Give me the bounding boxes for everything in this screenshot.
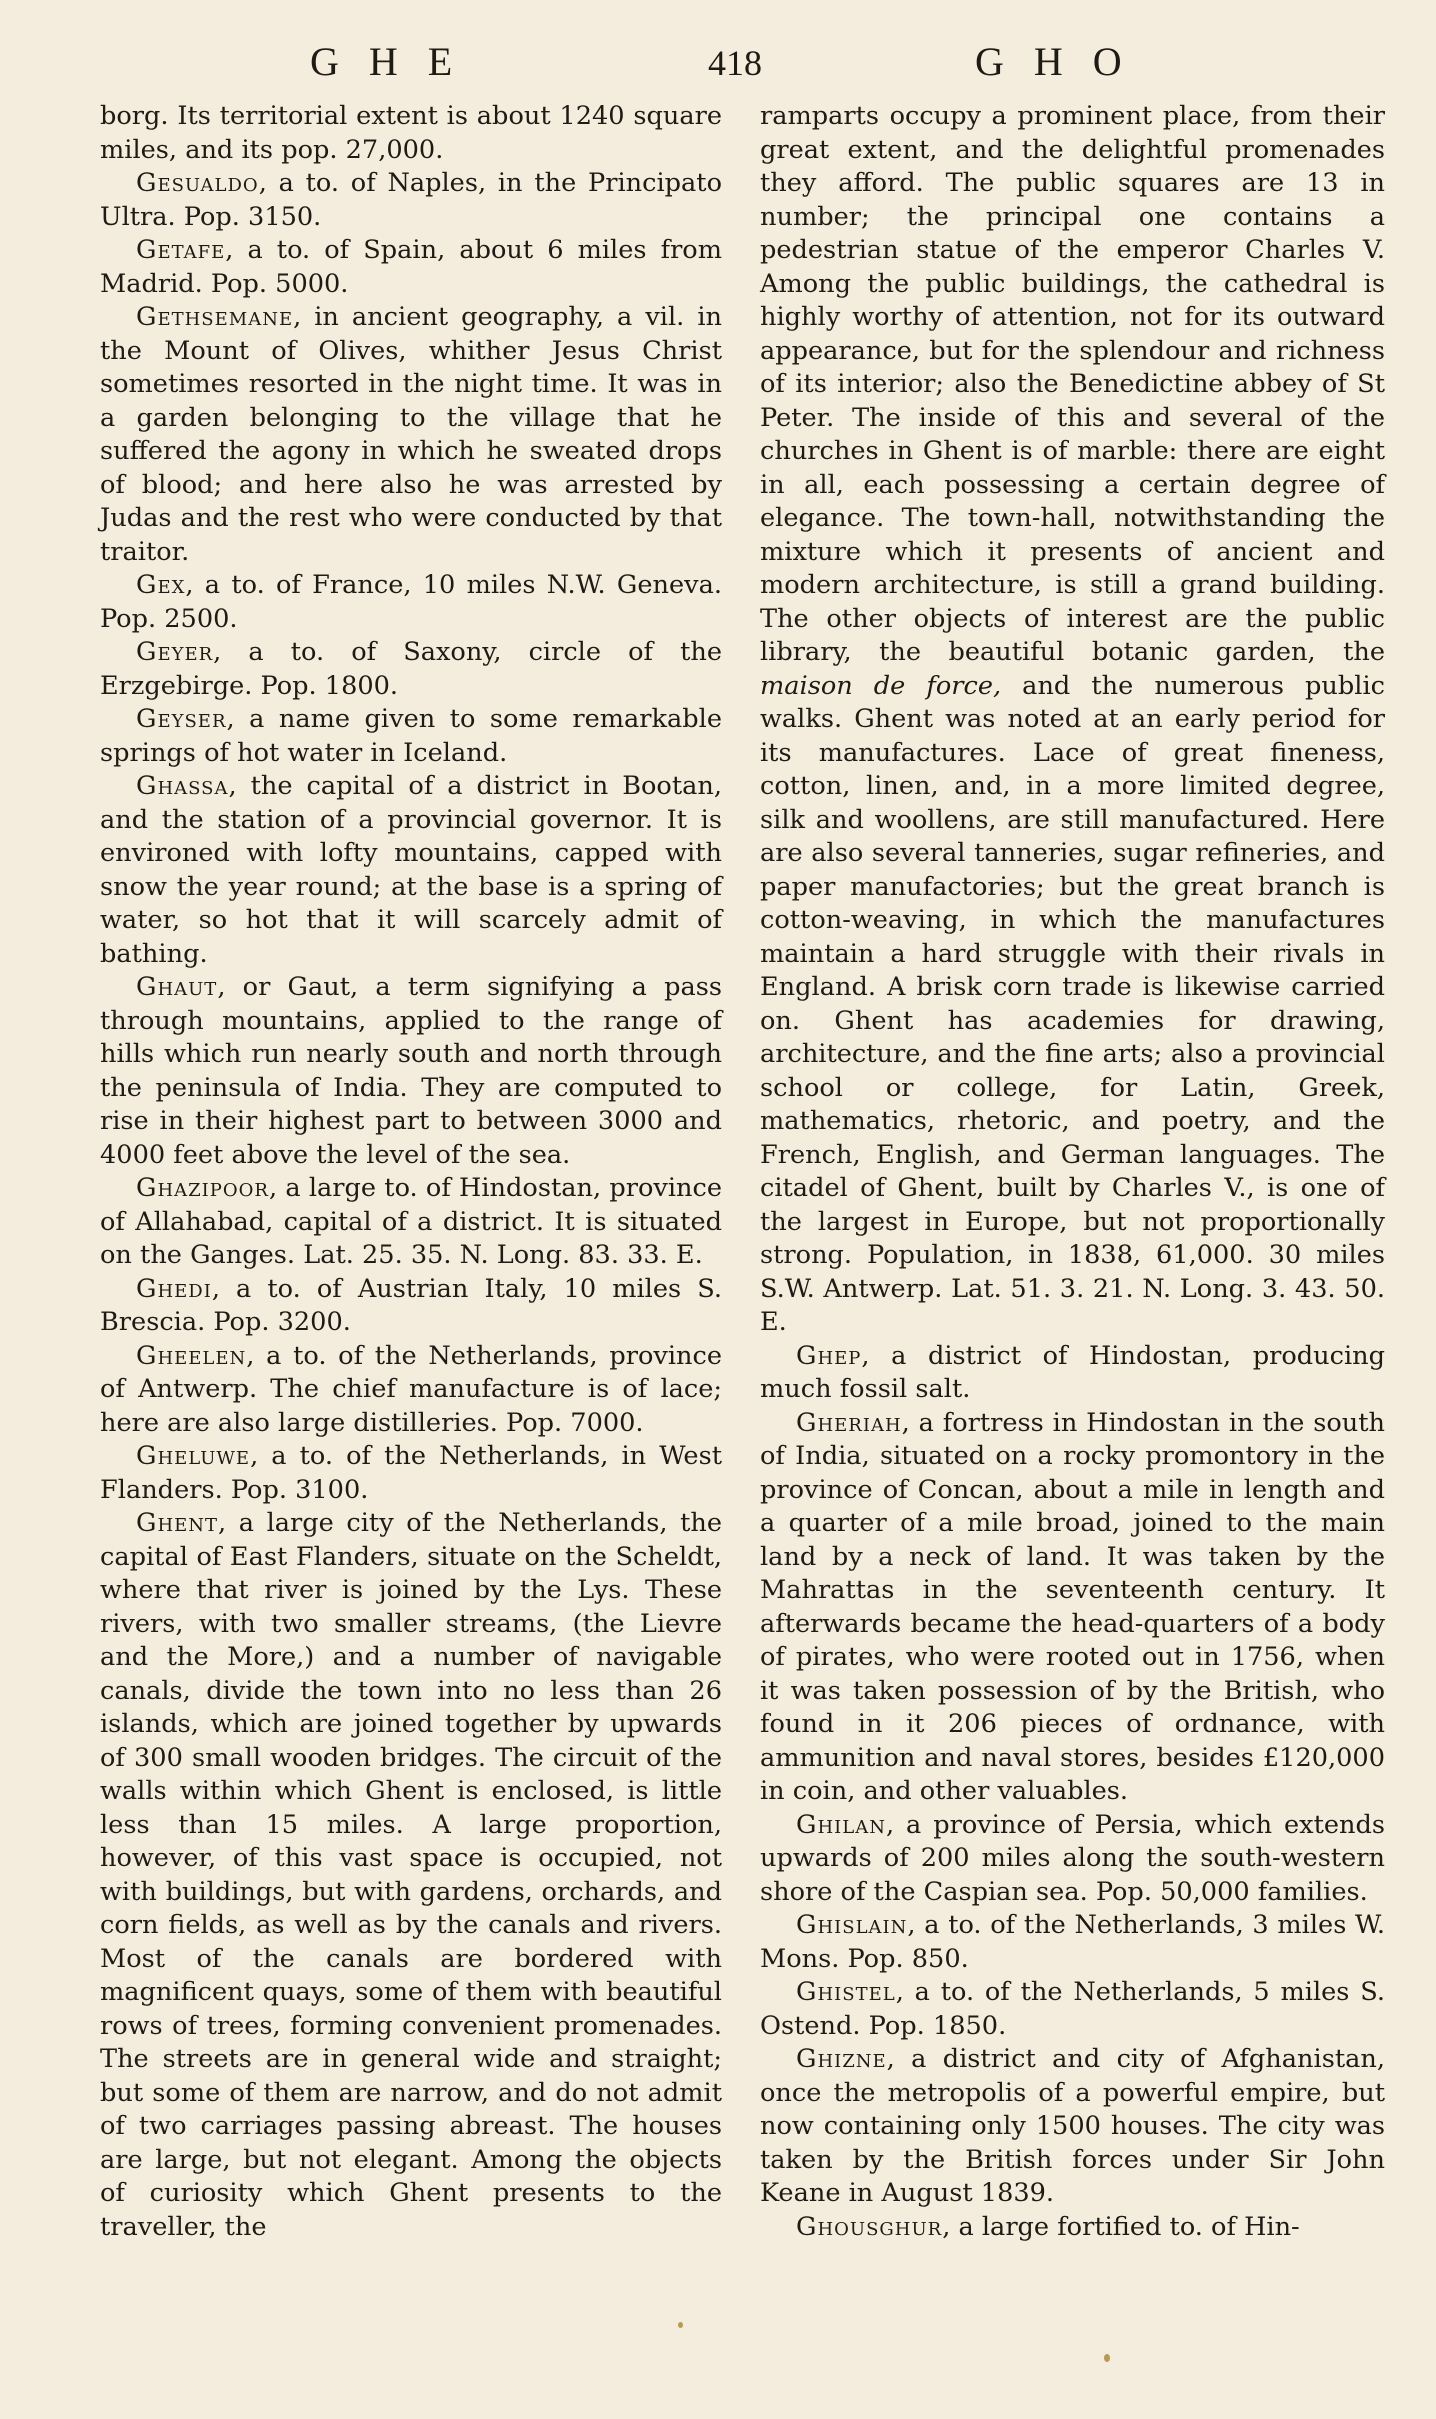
entry [100, 100, 722, 167]
headword: Ghilan [796, 1809, 886, 1840]
entry-text: , the capital of a district in Bootan, and the station of a provincial governor. It is environed with lofty mountains, capped with snow the year round; at the base is a spring of water, so hot that it will scarcely admit of bathing. [100, 771, 722, 969]
entry-text: , a fortress in Hindostan in the south of India, situated on a rocky promontory in the province of Concan, about a mile in length and a quarter of a mile broad, joined to the main land by a neck of land. It was taken by the Mahrattas in the seventeenth century. It afterwards became the head-quarters of a body of pirates, who were rooted out in 1756, when it was taken possession of by the British, who found in it 206 pieces of ordnance, with ammunition and naval stores, besides £120,000 in coin, and other valuables. [760, 1407, 1385, 1806]
entry [100, 770, 722, 971]
running-header [100, 38, 1390, 98]
entry-text: , a district of Hindostan, producing much fossil salt. [760, 1340, 1385, 1404]
entry-text: , a to. of the Netherlands, 5 miles S. Ostend. Pop. 1850. [760, 1977, 1385, 2041]
entry-text: , in ancient geography, a vil. in the Mount of Olives, whither Jesus Christ sometimes resorted in the night time. It was in a garden belonging to the village that he suffered the agony in which he sweated drops of blood; and here also he was arrested by Judas and the rest who were conducted by that traitor. [100, 302, 722, 567]
entry-text: , or Gaut, a term signifying a pass through mountains, applied to the range of hills which run nearly south and north through the peninsula of India. They are computed to rise in their highest part to between 3000 and 4000 feet above the level of the sea. [100, 972, 722, 1170]
entry-text: , a district and city of Afghanistan, once the metropolis of a powerful empire, but now containing only 1500 houses. The city was taken by the British forces under Sir John Keane in August 1839. [760, 2044, 1385, 2208]
entry [100, 703, 722, 770]
headword: Gheriah [796, 1407, 902, 1438]
headword: Ghassa [136, 771, 229, 801]
headword: Geyer [136, 637, 214, 667]
entry-text: borg. Its territorial extent is about 1240 square miles, and its pop. 27,000. [100, 101, 722, 165]
header-right-guide: GHO [975, 39, 1152, 84]
headword: Ghousghur [796, 2211, 943, 2242]
entry [100, 1172, 722, 1273]
entry-text: ramparts occupy a prominent place, from their great extent, and the delightful promenades they afford. The public squares are 13 in number; the principal one contains a pedestrian statue of the emperor Charles V. Among the public buildings, the cathedral is highly worthy of attention, not for its outward appearance, but for the splendour and richness of its interior; also the Benedictine abbey of St Peter. The inside of this and several of the churches in Ghent is of marble: there are eight in all, each possessing a certain degree of elegance. The town-hall, notwithstanding the mixture which it presents of ancient and modern architecture, is still a grand building. The other objects of interest are the public library, the beautiful botanic garden, the [760, 101, 1385, 667]
entry [100, 569, 722, 636]
italic-phrase: maison de force, [760, 670, 1002, 701]
paper-speck [1104, 2354, 1110, 2362]
entry [760, 1407, 1385, 1809]
headword: Ghazipoor [136, 1173, 269, 1203]
entry [100, 1273, 722, 1340]
page-number: 418 [708, 43, 762, 83]
entry [760, 2211, 1385, 2245]
entry [100, 234, 722, 301]
entry [760, 1909, 1385, 1976]
headword: Gex [136, 570, 186, 600]
entry [760, 100, 1385, 1340]
headword: Gethsemane [136, 302, 294, 332]
headword: Gheelen [136, 1340, 247, 1371]
entry-text: , a to. of Saxony, circle of the Erzgebirge. Pop. 1800. [100, 637, 722, 701]
entry [760, 2043, 1385, 2211]
headword: Ghedi [136, 1273, 212, 1304]
entry [100, 636, 722, 703]
entry-text: , a to. of the Netherlands, in West Flanders. Pop. 3100. [100, 1441, 722, 1505]
headword: Geyser [136, 704, 227, 734]
entry-text: and the numerous public walks. Ghent was noted at an early period for its manufactures. Lace of great fineness, cotton, linen, and, in a more limited degree, silk and woollens, are still manufactured. Here are also several tanneries, sugar refineries, and paper manufactories; but the great branch is cotton-weaving, in which the manufactures maintain a hard struggle with their rivals in England. A brisk corn trade is likewise carried on. Ghent has academies for drawing, architecture, and the fine arts; also a provincial school or college, for Latin, Greek, mathematics, rhetoric, and poetry, and the French, English, and German languages. The citadel of Ghent, built by Charles V., is one of the largest in Europe, but not proportionally strong. Population, in 1838, 61,000. 30 miles S.W. Antwerp. Lat. 51. 3. 21. N. Long. 3. 43. 50. E. [760, 670, 1385, 1337]
entry-text: , a to. of Naples, in the Principato Ultra. Pop. 3150. [100, 168, 722, 232]
headword: Ghent [136, 1508, 219, 1538]
entry-text: , a to. of the Netherlands, province of Antwerp. The chief manufacture is of lace; here are also large distilleries. Pop. 7000. [100, 1340, 722, 1438]
entry-text: , a to. of the Netherlands, 3 miles W. Mons. Pop. 850. [760, 1910, 1385, 1974]
entry-text: , a to. of Spain, about 6 miles from Madrid. Pop. 5000. [100, 235, 722, 299]
entry [100, 301, 722, 569]
headword: Ghislain [796, 1910, 908, 1940]
headword: Gheluwe [136, 1441, 251, 1471]
headword: Getafe [136, 235, 226, 265]
entry [760, 1809, 1385, 1910]
entry [100, 1340, 722, 1441]
left-column [100, 100, 722, 2244]
entry [100, 1440, 722, 1507]
right-column [760, 100, 1385, 2244]
headword: Ghaut [136, 972, 218, 1002]
entry-text: , a large city of the Netherlands, the capital of East Flanders, situate on the Scheldt, where that river is joined by the Lys. These rivers, with two smaller streams, (the Lievre and the More,) and a number of navigable canals, divide the town into no less than 26 islands, which are joined together by upwards of 300 small wooden bridges. The circuit of the walls within which Ghent is enclosed, is little less than 15 miles. A large proportion, however, of this vast space is occupied, not with buildings, but with gardens, orchards, and corn fields, as well as by the canals and rivers. Most of the canals are bordered with magnificent quays, some of them with beautiful rows of trees, forming convenient promenades. The streets are in general wide and straight; but some of them are narrow, and do not admit of two carriages passing abreast. The houses are large, but not elegant. Among the objects of curiosity which Ghent presents to the traveller, the [100, 1508, 722, 2242]
entry-text: , a name given to some remarkable springs of hot water in Iceland. [100, 704, 722, 768]
entry [760, 1340, 1385, 1407]
entry-text: , a large fortified to. of Hin- [942, 2211, 1300, 2242]
entry [100, 167, 722, 234]
header-left-guide: GHE [310, 39, 483, 84]
headword: Ghep [796, 1340, 862, 1371]
headword: Ghizne [796, 2044, 887, 2074]
entry [100, 1507, 722, 2244]
entry-text: , a province of Persia, which extends upwards of 200 miles along the south-western shore of the Caspian sea. Pop. 50,000 families. [760, 1809, 1385, 1907]
entry-text: , a large to. of Hindostan, province of Allahabad, capital of a district. It is situated on the Ganges. Lat. 25. 35. N. Long. 83. 33. E. [100, 1173, 722, 1270]
headword: Gesualdo [136, 168, 259, 198]
entry [100, 971, 722, 1172]
headword: Ghistel [796, 1977, 896, 2007]
paper-speck [678, 2322, 683, 2328]
entry-text: , a to. of Austrian Italy, 10 miles S. Brescia. Pop. 3200. [100, 1273, 722, 1337]
entry [760, 1976, 1385, 2043]
entry-text: , a to. of France, 10 miles N.W. Geneva. Pop. 2500. [100, 570, 722, 634]
